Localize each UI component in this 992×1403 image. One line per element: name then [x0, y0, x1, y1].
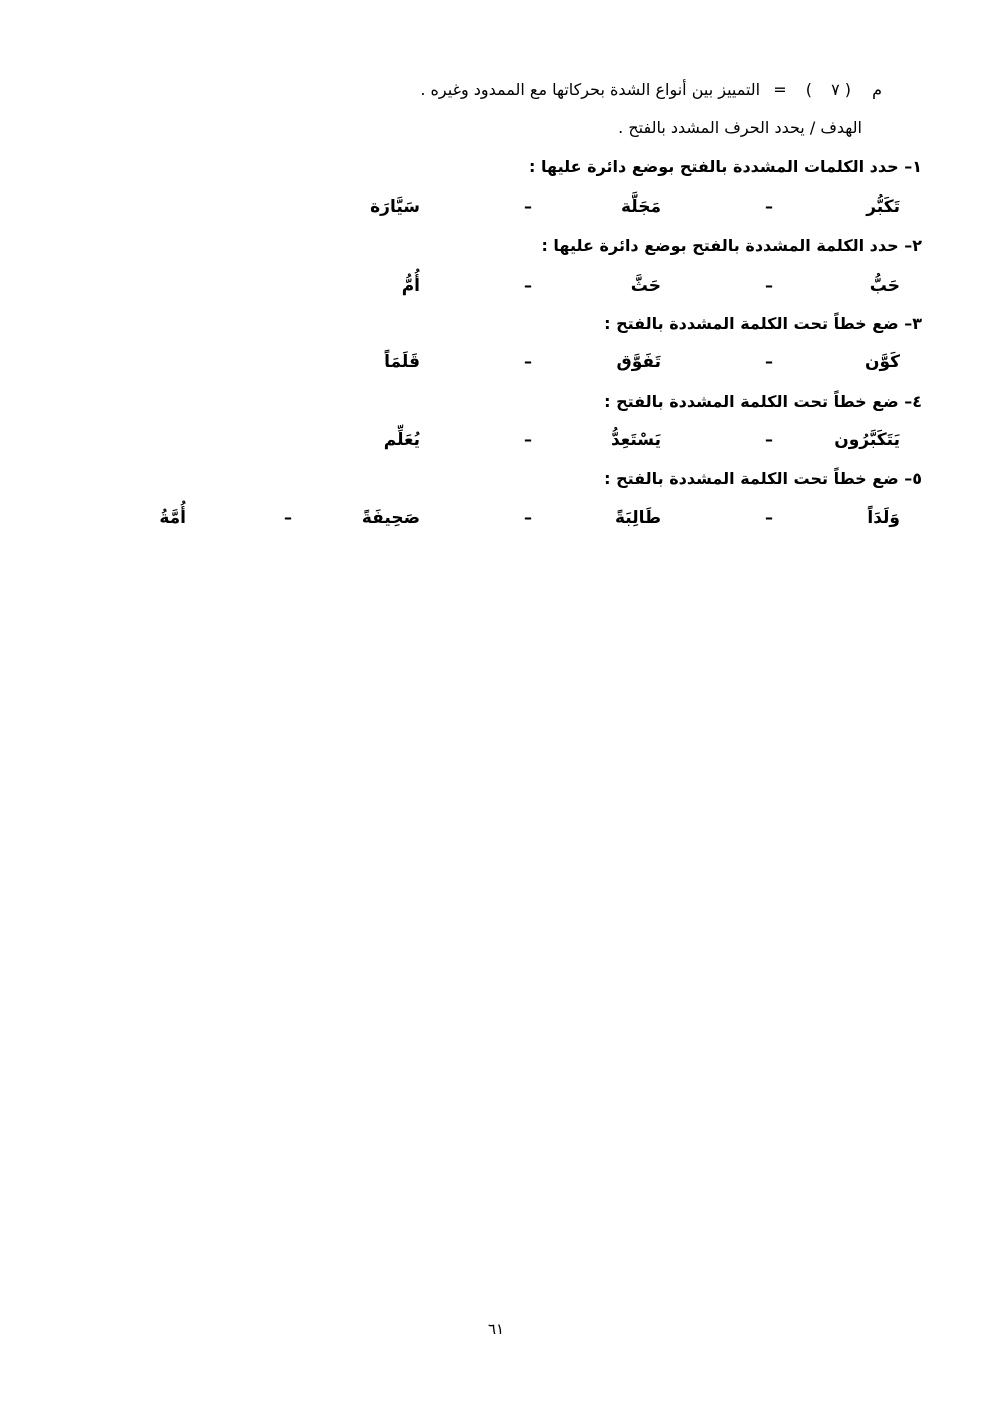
lesson-header: [420, 80, 882, 99]
q1-separator-1: –: [765, 197, 773, 216]
q5-separator-1: –: [765, 508, 773, 527]
question-1-label: ١– حدد الكلمات المشددة بالفتح بوضع دائرة عليها :: [529, 157, 922, 176]
q5-word-2: طَالِبَةً: [614, 508, 661, 528]
q1-word-3: سَيَّارَة: [370, 197, 420, 217]
q5-word-1: وَلَدَاً: [867, 508, 900, 528]
q5-word-3: صَحِيفَةً: [361, 508, 420, 528]
q1-word-1: تَكَبُّر: [866, 197, 900, 217]
lesson-goal: الهدف / يحدد الحرف المشدد بالفتح .: [618, 118, 862, 137]
lesson-equals: =: [773, 80, 787, 99]
question-5-label: ٥– ضع خطاً تحت الكلمة المشددة بالفتح :: [604, 469, 922, 488]
lesson-close-paren: ): [805, 80, 812, 99]
q2-word-1: حَبُّ: [869, 276, 900, 296]
q1-word-2: مَجَلَّة: [620, 197, 661, 217]
q3-word-2: تَفَوَّق: [616, 352, 661, 372]
question-3-label: ٣– ضع خطاً تحت الكلمة المشددة بالفتح :: [604, 314, 922, 333]
q2-separator-1: –: [765, 276, 773, 295]
q4-word-2: يَسْتَعِدُّ: [610, 430, 661, 450]
q3-separator-2: –: [524, 352, 532, 371]
q3-word-3: قَلَمَاً: [384, 352, 420, 372]
q4-word-3: يُعَلِّم: [383, 430, 420, 450]
q5-separator-2: –: [524, 508, 532, 527]
question-4-label: ٤– ضع خطاً تحت الكلمة المشددة بالفتح :: [604, 392, 922, 411]
q3-word-1: كَوَّن: [864, 352, 900, 372]
q2-separator-2: –: [524, 276, 532, 295]
q5-separator-3: –: [284, 508, 292, 527]
q4-separator-1: –: [765, 430, 773, 449]
q4-separator-2: –: [524, 430, 532, 449]
q1-separator-2: –: [524, 197, 532, 216]
q2-word-3: أُمُّ: [401, 276, 420, 296]
lesson-prefix: م: [872, 80, 882, 99]
lesson-open-paren: (: [844, 80, 851, 99]
q2-word-2: حَثَّ: [630, 276, 661, 296]
lesson-number: ٧: [831, 80, 840, 99]
q3-separator-1: –: [765, 352, 773, 371]
question-2-label: ٢– حدد الكلمة المشددة بالفتح بوضع دائرة عليها :: [541, 236, 922, 255]
q4-word-1: يَتَكَبَّرُون: [834, 430, 900, 450]
lesson-title: التمييز بين أنواع الشدة بحركاتها مع الممدود وغيره .: [420, 80, 761, 99]
q5-word-4: أُمَّةُ: [159, 508, 186, 528]
page-number: ٦١: [487, 1320, 505, 1338]
